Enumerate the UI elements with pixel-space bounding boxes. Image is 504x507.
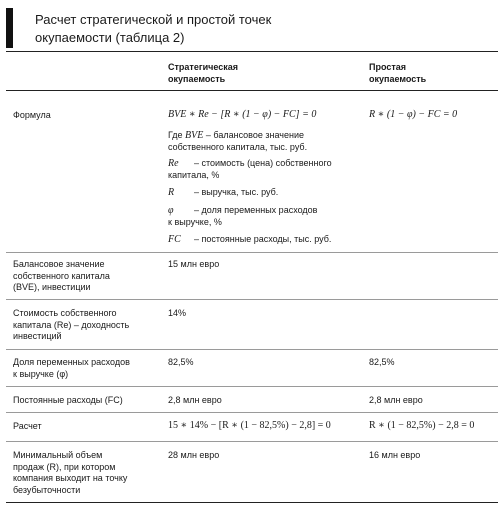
column-header-strategic — [168, 62, 238, 85]
fc-strategic-value: 2,8 млн евро — [168, 395, 222, 405]
row-divider — [6, 386, 498, 387]
fc-simple-value: 2,8 млн евро — [369, 395, 423, 405]
row-divider — [6, 349, 498, 350]
formula-definition-bve — [168, 130, 307, 153]
row-label-bve-line1: Балансовое значение — [13, 259, 105, 269]
def-text-bve-2: собственного капитала, тыс. руб. — [168, 141, 308, 152]
min-sales-strategic-value: 28 млн евро — [168, 450, 220, 460]
row-label-bve — [13, 259, 110, 294]
calc-simple-formula: R ∗ (1 − 82,5%) − 2,8 = 0 — [369, 420, 475, 431]
row-label-min-sales-line1: Минимальный объем — [13, 450, 103, 460]
def-symbol-phi: φ — [168, 205, 174, 216]
def-symbol-r: R — [168, 187, 175, 198]
phi-simple-value: 82,5% — [369, 357, 395, 367]
re-strategic-value: 14% — [168, 308, 187, 318]
column-header-strategic-line2: окупаемость — [168, 73, 226, 84]
def-text-fc-1: – постоянные расходы, тыс. руб. — [194, 234, 332, 244]
def-text-re-2: капитала, % — [168, 169, 220, 180]
row-label-re-line1: Стоимость собственного — [13, 308, 117, 318]
column-header-simple-line1: Простая — [369, 62, 407, 72]
column-header-simple — [369, 62, 426, 85]
phi-strategic-value: 82,5% — [168, 357, 194, 367]
formula-definition-re — [168, 158, 332, 181]
def-text-phi-2: к выручке, % — [168, 216, 222, 227]
row-label-bve-line3: (BVE), инвестиции — [13, 282, 91, 292]
row-label-phi-line1: Доля переменных расходов — [13, 357, 130, 367]
row-label-phi — [13, 357, 130, 380]
header-rule — [6, 90, 498, 91]
formula-definition-r — [168, 187, 278, 199]
row-label-min-sales-line2: продаж (R), при котором — [13, 461, 116, 472]
formula-definition-fc — [168, 234, 331, 246]
table-title-block — [6, 8, 500, 48]
def-symbol-fc: FC — [168, 234, 181, 245]
row-label-phi-line2: к выручке (φ) — [13, 368, 69, 379]
row-divider — [6, 412, 498, 413]
row-divider — [6, 299, 498, 300]
row-label-re-line3: инвестиций — [13, 331, 62, 341]
table-title — [35, 11, 475, 47]
title-accent-bar — [6, 8, 13, 48]
def-text-phi-1: – доля переменных расходов — [194, 205, 318, 215]
row-label-bve-line2: собственного капитала — [13, 270, 110, 281]
row-label-re — [13, 308, 129, 343]
def-text-bve-1: – балансовое значение — [205, 130, 304, 140]
calc-strategic-formula: 15 ∗ 14% − [R ∗ (1 − 82,5%) − 2,8] = 0 — [168, 420, 331, 431]
def-symbol-re: Re — [168, 158, 179, 169]
def-text-r-1: – выручка, тыс. руб. — [194, 187, 279, 197]
bottom-rule — [6, 502, 498, 503]
bve-strategic-value: 15 млн евро — [168, 259, 220, 269]
def-text-re-1: – стоимость (цена) собственного — [194, 158, 332, 168]
top-rule — [6, 51, 498, 52]
min-sales-simple-value: 16 млн евро — [369, 450, 421, 460]
row-label-formula: Формула — [13, 110, 51, 120]
row-divider — [6, 252, 498, 253]
row-label-min-sales-line3: компания выходит на точку — [13, 473, 128, 483]
row-label-min-sales-line4: безубыточности — [13, 484, 81, 495]
def-symbol-bve: BVE — [185, 130, 204, 141]
row-label-calc: Расчет — [13, 421, 42, 431]
title-line-2: окупаемости (таблица 2) — [35, 30, 185, 45]
strategic-formula: BVE ∗ Re − [R ∗ (1 − φ) − FC] = 0 — [168, 109, 317, 120]
title-line-1: Расчет стратегической и простой точек — [35, 12, 272, 27]
row-label-re-line2: капитала (Re) – доходность — [13, 319, 130, 330]
row-label-fc: Постоянные расходы (FC) — [13, 395, 123, 405]
formula-definition-phi — [168, 205, 317, 228]
column-header-simple-line2: окупаемость — [369, 73, 427, 84]
row-label-min-sales — [13, 450, 127, 496]
row-divider — [6, 441, 498, 442]
column-header-strategic-line1: Стратегическая — [168, 62, 238, 72]
simple-formula: R ∗ (1 − φ) − FC = 0 — [369, 109, 458, 120]
where-prefix: Где — [168, 130, 183, 140]
